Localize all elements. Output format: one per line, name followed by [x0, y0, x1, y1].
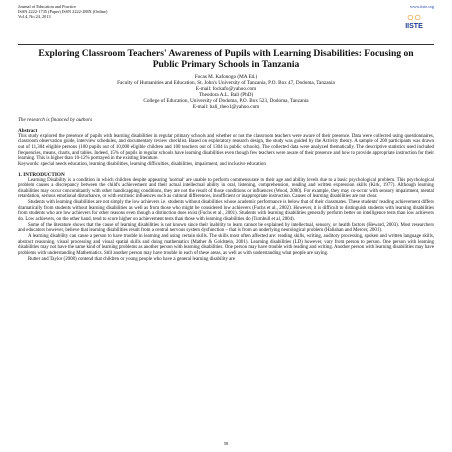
body-paragraph: Rutter and Taylor (2008) contend that children or young people who have a general learning disability are [28, 256, 236, 262]
author-name: Theodora A.L. Bali (PhD) [198, 92, 254, 99]
page-number: 58 [223, 441, 229, 446]
journal-url-link[interactable]: www.iiste.org [410, 4, 434, 9]
journal-issn: ISSN 2222-1735 (Paper) ISSN 2222-288X (Online) [18, 9, 108, 14]
author-email: E-mail: fockafo@yahoo.com [195, 86, 257, 93]
paper-title: Exploring Classroom Teachers' Awareness of Pupils with Learning Disabilities: Focusing on Public Primary Schools in Tanzania [38, 48, 414, 70]
author-email: E-mail: bali_theo1@yahoo.com [192, 104, 260, 111]
header-rule [18, 44, 434, 45]
author-affiliation: Faculty of Humanities and Education, St. John's University of Tanzania, P.O. Box 47, Dodoma, Tanzania [117, 80, 335, 87]
logo-text: IISTE [405, 23, 423, 30]
iiste-logo [394, 11, 434, 30]
keywords: Keywords: special needs education, learning disabilities, learning difficulties, disabilities, impairment, and inclusive education [18, 161, 266, 167]
introduction-heading: 1. INTRODUCTION [18, 171, 65, 178]
funding-note: The research is financed by authors [18, 116, 93, 123]
body-paragraph: Students with learning disabilities are not simply the low achievers i.e. students without disabilities whose academic performance is below that of their classmates. These students' reading achievement differs dramatically from students without learning disabilities as well as from those who might be considered low achievers (Fuchs et al., 2002). However, it is difficult to distinguish students with learning disabilities from students who are low achievers for other reasons even though a distinction does exist (Fuchs et al., 2001). Students with learning disabilities generally perform better on intelligence tests than low achievers do. Low achievers, on the other hand, tend to score higher on achievement tests than those with learning disabilities do (Turnbull et al, 2004). [18, 200, 434, 223]
journal-volume: Vol.4, No.24, 2013 [18, 14, 51, 19]
body-paragraph: Some of the literature shows that the cause of learning disabilities is not known since their inability to learn cannot be explained by intellectual, sensory, or health factors (Heward, 2003). Most researchers and educators however, believe that learning disabilities result from a central nervous system dysfunction – that is from an underlying neurological problem (Hallahan and Mercer, 2001). [18, 222, 434, 234]
logo-mark-icon: ○○ [406, 10, 422, 24]
journal-header [18, 4, 434, 42]
abstract-text: This study explored the presence of pupils with learning disabilities in regular primary schools and whether or not the classroom teachers were aware of their presence. Data were collected using questionnaires, classroom observation guide, interview schedules, and documentary review checklist. Based on exploratory research design, the study was guided by the Activity theory. A sample of 200 participants was drawn out of 11,304 eligible persons (100 pupils out of 10,000 eligible children and 100 teachers out of 1304 in public schools). The collected data were analyzed thematically. The descriptive statistics used included frequencies, means, charts, and tables. Indeed, 15% of pupils in regular schools have learning disabilities even though few teachers were aware of their presence and how to provide appropriate instruction for their learning. This is higher than 10-12% portrayed in the existing literature. [18, 133, 434, 162]
author-affiliation: College of Education, University of Dodoma, P.O. Box 523, Dodoma, Tanzania [143, 98, 309, 105]
author-block [18, 74, 434, 111]
author-name: Focas M. Kafonogo (MA Ed.) [194, 74, 258, 80]
abstract-heading: Abstract [18, 127, 38, 134]
body-paragraph: Learning Disability is a condition in which children despite appearing 'normal' are unable to perform commensurate to their age and ability levels due to a basic psychological problem. This psychological problem causes a discrepancy between the child's achievement and their actual intellectual ability in oral, listening, comprehension, reading and written expression skills (Kirk, 1977). Although learning disabilities may occur concomitantly with other handicapping conditions, they are not the result of those conditions or influences (Wood, 2000). For example, they may co-occur with sensory impairment, mental retardation, serious emotional disturbance, or with extrinsic influences such as cultural differences, insufficient or inappropriate instruction. Causes of learning disabilities are not clear. [18, 177, 434, 200]
body-paragraph: A learning disability can cause a person to have trouble in learning and using certain skills. The skills most often affected are: reading skills, writing, auditory processing, spoken and written language skills, abstract reasoning, visual processing and visual spatial skills and doing mathematics (Mather & Goldstein, 2001). Learning disabilities (LD) however, vary from person to person. One person with learning disabilities may not have the same kind of learning problems as another person with learning disabilities. One person may have trouble with reading and writing. Another person with learning disabilities may have problems with understanding Mathematics. Still another person may have trouble in each of these areas, as well as with understanding what people are saying. [18, 234, 434, 257]
journal-name: Journal of Education and Practice [18, 4, 76, 9]
